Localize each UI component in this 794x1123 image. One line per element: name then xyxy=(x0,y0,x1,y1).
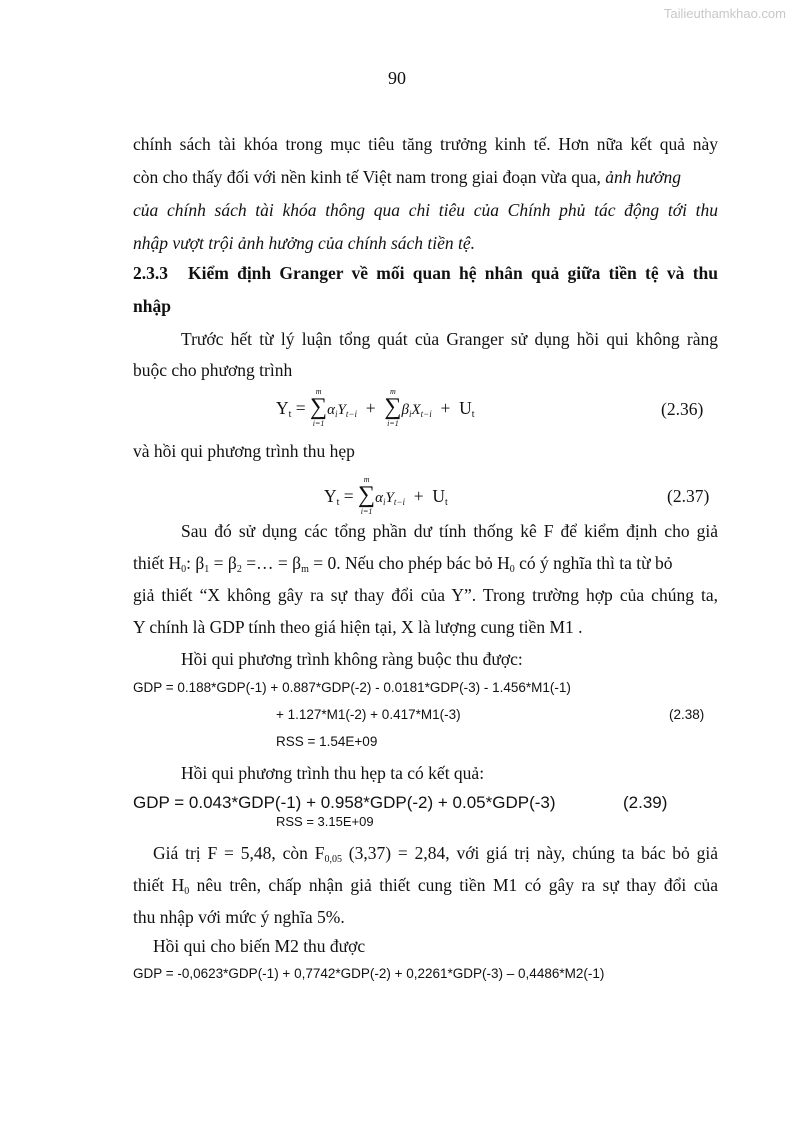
equation-2-39: GDP = 0.043*GDP(-1) + 0.958*GDP(-2) + 0.05*GDP(-3) xyxy=(133,793,556,812)
section-title-cont: nhập xyxy=(133,296,171,316)
section-title: Kiểm định Granger về mối quan hệ nhân quả giữa tiền tệ và thu xyxy=(188,263,718,283)
equation-2-36: $Y_t$ = ∑ m i=1 $\alpha_iY_{t-i}$ + ∑ m i=1 $\beta_iX_{t-i} + U_t$ xyxy=(276,387,475,428)
equation-2-37: $Y_t$ = ∑ m i=1 $\alpha_iY_{t-i} + U_t$ xyxy=(324,475,448,516)
equation-2-38-line2: + 1.127*M1(-2) + 0.417*M1(-3) xyxy=(276,707,461,722)
section-number: 2.3.3 xyxy=(133,263,168,283)
equation-number: (2.39) xyxy=(623,793,668,812)
paragraph-line: Hồi qui cho biến M2 thu được xyxy=(153,936,366,956)
equation-number: (2.38) xyxy=(669,707,705,722)
paragraph-line: chính sách tài khóa trong mục tiêu tăng trưởng kinh tế. Hơn nữa kết quả này xyxy=(133,134,718,154)
text-run: thiết $H_0$: $\beta_1 = \beta_2$ =… = $\beta_m = 0$. Nếu cho phép bác bỏ $H_0$ có ý nghĩa thì ta từ bỏ xyxy=(133,553,673,575)
rss-value: RSS = 1.54E+09 xyxy=(276,734,378,749)
paragraph-line: buộc cho phương trình xyxy=(133,360,293,380)
sum-symbol: ∑ m i=1 xyxy=(384,387,402,428)
page-number: 90 xyxy=(388,68,406,88)
paragraph-line xyxy=(133,552,718,581)
sum-symbol: ∑ m i=1 xyxy=(310,387,328,428)
paragraph-line xyxy=(133,166,718,188)
paragraph-line: Giá trị F = 5,48, còn $F_{0,05}$ (3,37) = 2,84, với giá trị này, chúng ta bác bỏ giả xyxy=(153,843,719,865)
section-heading xyxy=(133,262,718,284)
rss-value: RSS = 3.15E+09 xyxy=(276,814,374,829)
paragraph-line: Hồi qui phương trình thu hẹp ta có kết quả: xyxy=(181,763,485,783)
equation-number: (2.37) xyxy=(667,486,710,506)
equation-number: (2.36) xyxy=(661,399,704,419)
watermark: Tailieuthamkhao.com xyxy=(663,6,786,21)
equation-2-38-line1: GDP = 0.188*GDP(-1) + 0.887*GDP(-2) - 0.0181*GDP(-3) - 1.456*M1(-1) xyxy=(133,680,571,695)
paragraph-line: Trước hết từ lý luận tổng quát của Granger sử dụng hồi qui không ràng xyxy=(181,329,718,349)
paragraph-line: của chính sách tài khóa thông qua chi tiêu của Chính phủ tác động tới thu xyxy=(133,200,718,220)
paragraph-line: nhập vượt trội ảnh hưởng của chính sách tiền tệ. xyxy=(133,233,476,253)
equation-m2: GDP = -0,0623*GDP(-1) + 0,7742*GDP(-2) + 0,2261*GDP(-3) – 0,4486*M2(-1) xyxy=(133,966,605,981)
sum-symbol: ∑ m i=1 xyxy=(358,475,376,516)
paragraph-line: và hồi qui phương trình thu hẹp xyxy=(133,441,355,461)
paragraph-line: Hồi qui phương trình không ràng buộc thu được: xyxy=(181,649,523,669)
paragraph-line: Y chính là GDP tính theo giá hiện tại, X là lượng cung tiền M1 . xyxy=(133,617,583,637)
paragraph-line: thiết $H_0$ nêu trên, chấp nhận giả thiết cung tiền M1 có gây ra sự thay đổi của xyxy=(133,875,718,897)
paragraph-line: giả thiết “X không gây ra sự thay đổi của Y”. Trong trường hợp của chúng ta, xyxy=(133,585,718,605)
paragraph-line: thu nhập với mức ý nghĩa 5%. xyxy=(133,907,345,927)
italic-text-run: ảnh hưởng xyxy=(605,167,682,187)
paragraph-line: Sau đó sử dụng các tổng phần dư tính thống kê F để kiểm định cho giả xyxy=(181,521,718,541)
text-run: còn cho thấy đối với nền kinh tế Việt nam trong giai đoạn vừa qua, xyxy=(133,167,601,187)
